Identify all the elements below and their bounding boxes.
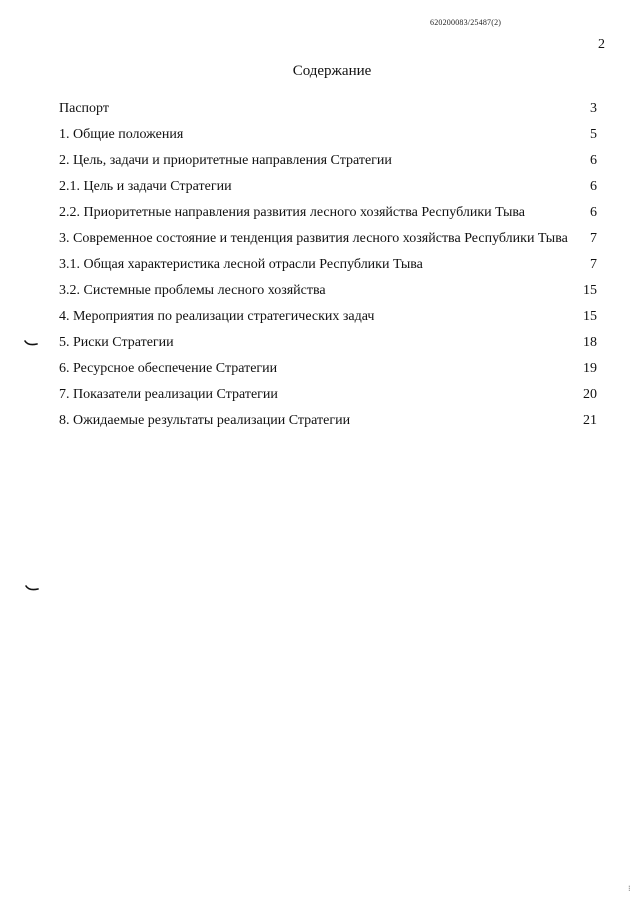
page-number: 2 [598,37,605,52]
toc-entry-page: 3 [590,101,597,116]
toc-entry-2-1 [59,174,597,200]
pen-tick-mark-icon [25,585,39,592]
toc-entry-2-2 [59,200,597,226]
table-of-contents [59,96,597,434]
toc-entry-page: 19 [583,361,597,376]
toc-entry-5 [59,330,597,356]
toc-entry-page: 21 [583,413,597,428]
toc-entry-title: 1. Общие положения [59,127,184,142]
toc-entry-page: 6 [590,179,597,194]
toc-entry-2 [59,148,597,174]
document-number: 620200083/25487(2) [430,18,502,27]
toc-entry-page: 6 [590,205,597,220]
toc-entry-title: 3.2. Системные проблемы лесного хозяйства [59,283,326,298]
toc-entry-page: 6 [590,153,597,168]
toc-entry-page: 7 [590,257,597,272]
toc-entry-6 [59,356,597,382]
toc-entry-passport [59,96,597,122]
toc-entry-title: 5. Риски Стратегии [59,335,174,350]
toc-entry-title: 7. Показатели реализации Стратегии [59,387,278,402]
toc-entry-3 [59,226,597,252]
toc-entry-title: 3.1. Общая характеристика лесной отрасли Республики Тыва [59,257,423,272]
toc-entry-title: Паспорт [59,101,109,116]
toc-title: Содержание [292,63,372,79]
toc-entry-title: 2.1. Цель и задачи Стратегии [59,179,232,194]
toc-entry-4 [59,304,597,330]
toc-entry-page: 5 [590,127,597,142]
toc-entry-page: 7 [590,231,597,246]
toc-entry-title: 8. Ожидаемые результаты реализации Стратегии [59,413,351,428]
toc-entry-page: 20 [583,387,597,402]
toc-entry-title: 3. Современное состояние и тенденция развития лесного хозяйства Республики Тыва [59,231,568,246]
toc-entry-page: 15 [583,309,597,324]
toc-entry-page: 18 [583,335,597,350]
toc-entry-8 [59,408,597,434]
toc-entry-3-1 [59,252,597,278]
toc-entry-3-2 [59,278,597,304]
toc-entry-1 [59,122,597,148]
toc-entry-7 [59,382,597,408]
toc-entry-page: 15 [583,283,597,298]
toc-entry-title: 4. Мероприятия по реализации стратегических задач [59,309,375,324]
corner-mark: ⁝ [628,884,631,893]
pen-tick-mark-icon [24,340,38,347]
toc-entry-title: 2. Цель, задачи и приоритетные направления Стратегии [59,153,392,168]
toc-entry-title: 6. Ресурсное обеспечение Стратегии [59,361,278,376]
toc-entry-title: 2.2. Приоритетные направления развития лесного хозяйства Республики Тыва [59,205,526,220]
